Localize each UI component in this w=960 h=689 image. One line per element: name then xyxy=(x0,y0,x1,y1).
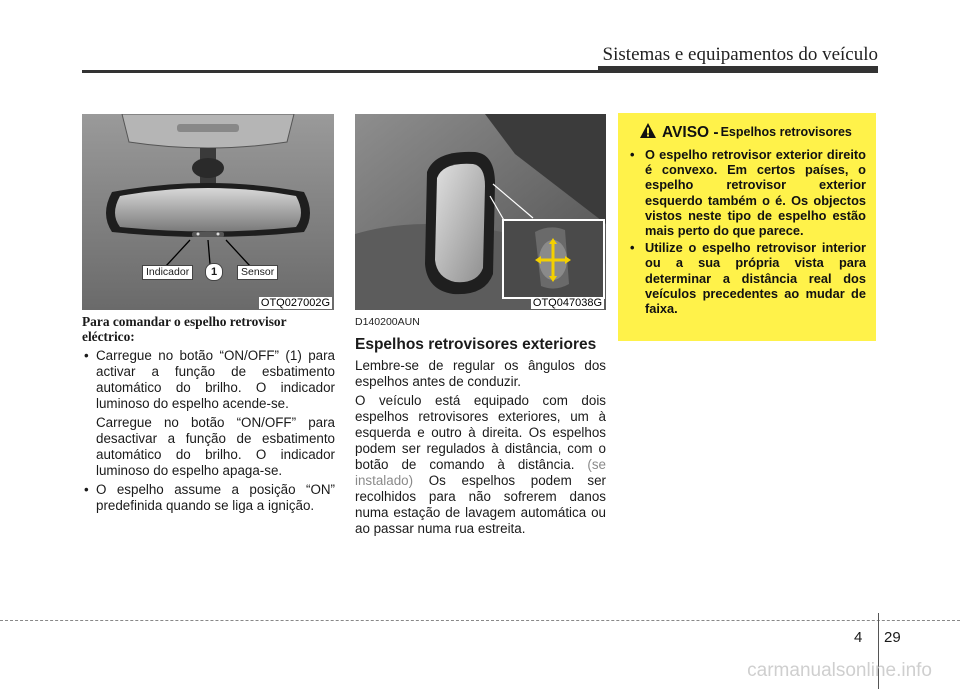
sensor-label: Sensor xyxy=(237,265,278,280)
para-text-end: Os espelhos podem ser recolhidos para não sofrerem danos numa estação de lavagem automática ou ao passar numa rua estreita. xyxy=(355,473,606,536)
warning-header xyxy=(640,123,866,140)
paragraph-equipment xyxy=(355,393,606,537)
mirror-operation-heading: Para comandar o espelho retrovisor eléctrico: xyxy=(82,314,287,344)
header-title: Sistemas e equipamentos do veículo xyxy=(602,44,878,65)
rearview-mirror-figure xyxy=(82,114,334,310)
warning-label: AVISO - xyxy=(662,123,719,141)
page-number: 29 xyxy=(884,629,901,646)
section-code: D140200AUN xyxy=(355,316,420,328)
bullet-default-position: • O espelho assume a posição “ON” predefinida quando se liga a ignição. xyxy=(82,482,335,514)
button-number-label: 1 xyxy=(205,263,223,281)
chapter-number: 4 xyxy=(854,629,863,646)
bullet-deactivate: Carregue no botão “ON/OFF” para desactivar a função de esbatimento automático do brilho. O indicador luminoso do espelho apaga-se. xyxy=(96,415,335,478)
footer-rule xyxy=(0,620,960,621)
warning-bullet-convex: • O espelho retrovisor exterior direito é convexo. Em certos países, o espelho retrovisor exterior esquerdo também o é. Os objectos vistos neste tipo de espelho estão mais perto do que parece. xyxy=(628,147,866,238)
bullet-activate: • Carregue no botão “ON/OFF” (1) para activar a função de esbatimento automático do brilho. O indicador luminoso do espelho acende-se. xyxy=(82,348,335,412)
left-column xyxy=(82,314,335,517)
rearview-mirror-illustration xyxy=(82,114,334,310)
exterior-mirror-illustration xyxy=(355,114,606,310)
section-title: Espelhos retrovisores exteriores xyxy=(355,336,597,353)
warning-bullet-distance: • Utilize o espelho retrovisor interior ou a sua própria vista para determinar a distância real dos veículos precedentes ao mudar de faixa. xyxy=(628,240,866,316)
paragraph-adjust: Lembre-se de regular os ângulos dos espelhos antes de conduzir. xyxy=(355,358,606,389)
middle-column xyxy=(355,314,606,540)
optional-note: (se instalado) xyxy=(355,457,606,488)
watermark: carmanualsonline.info xyxy=(747,660,932,681)
para-text-start: O veículo está equipado com dois espelhos retrovisores exteriores, um à esquerda e outro à direita. Os espelhos podem ser regulados à distância, com o botão de comando à distância. xyxy=(355,393,606,472)
header-rule-accent xyxy=(598,66,878,73)
indicator-label: Indicador xyxy=(142,265,193,280)
warning-sublabel: Espelhos retrovisores xyxy=(720,124,852,139)
exterior-mirror-figure xyxy=(355,114,606,310)
warning-box xyxy=(618,113,876,341)
figure-code: OTQ047038G xyxy=(532,297,602,309)
warning-triangle-icon xyxy=(640,123,656,138)
figure-code: OTQ027002G xyxy=(260,297,330,309)
